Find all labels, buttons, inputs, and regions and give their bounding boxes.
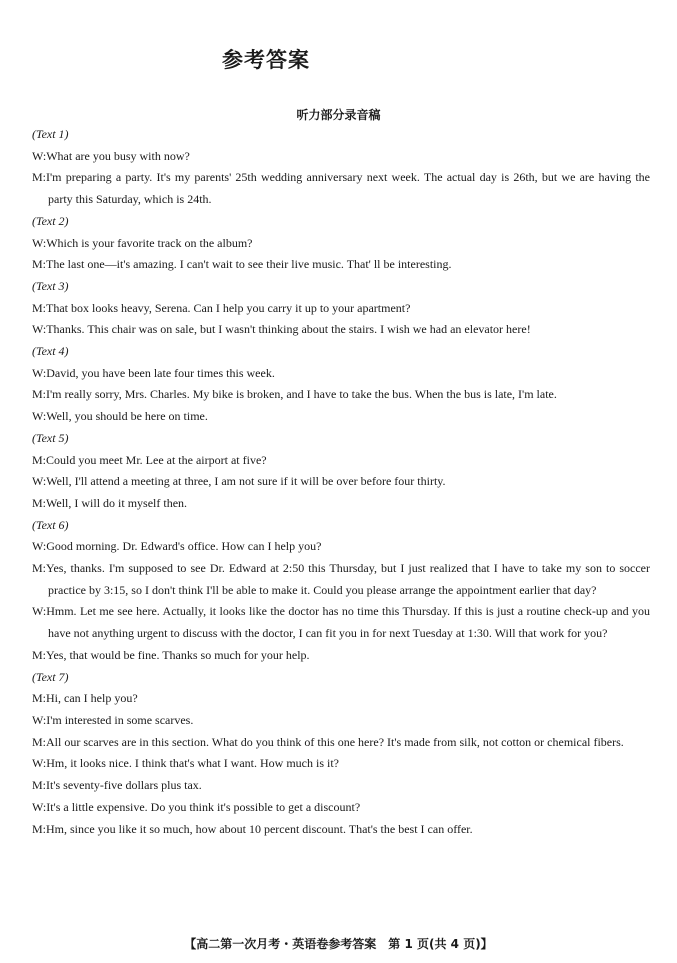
text-label: (Text 5) [32,430,69,445]
dialogue-line: W:Good morning. Dr. Edward's office. How can I help you? [32,539,322,554]
page-title: 参考答案 [222,48,310,72]
dialogue-line: W:Thanks. This chair was on sale, but I wasn't thinking about the stairs. I wish we had an elevator here! [32,322,531,337]
dialogue-line: W:I'm interested in some scarves. [32,712,194,727]
dialogue-line: W:It's a little expensive. Do you think it's possible to get a discount? [32,799,361,814]
dialogue-line: W:What are you busy with now? [32,148,190,163]
dialogue-line: W:Well, you should be here on time. [32,409,208,424]
section-subtitle: 听力部分录音稿 [296,108,381,122]
dialogue-line: M:Could you meet Mr. Lee at the airport at five? [32,452,267,467]
dialogue-line: W:Which is your favorite track on the album? [32,235,253,250]
text-label: (Text 2) [32,213,69,228]
text-label: (Text 6) [32,517,69,532]
dialogue-line: M:Yes, thanks. I'm supposed to see Dr. Edward at 2:50 this Thursday, but I just realized that I have to take my son to soccer practice by 3:15, so I don't think I'll be able to make it. Could you please arrange the appointment earlier that day? [32,561,650,597]
dialogue-line: W:Hmm. Let me see here. Actually, it looks like the doctor has no time this Thursday. If this is just a routine check-up and you have not anything urgent to discuss with the doctor, I can fit you in for next Tuesday at 1:30. Will that work for you? [32,604,650,641]
dialogue-line: M:It's seventy-five dollars plus tax. [32,778,202,793]
dialogue-line: M:I'm really sorry, Mrs. Charles. My bike is broken, and I have to take the bus. When the bus is late, I'm late. [32,387,557,402]
dialogue-line: W:David, you have been late four times this week. [32,365,275,380]
dialogue-line: W:Well, I'll attend a meeting at three, I am not sure if it will be over before four thirty. [32,474,446,489]
listening-transcript [32,124,650,840]
dialogue-line: M:Yes, that would be fine. Thanks so much for your help. [32,647,310,662]
text-label: (Text 7) [32,669,69,684]
dialogue-line: M:I'm preparing a party. It's my parents' 25th wedding anniversary next week. The actual day is 26th, but we are having the party this Saturday, which is 24th. [32,170,650,207]
page-footer: 【高二第一次月考・英语卷参考答案 第 1 页(共 4 页)】 [184,937,493,951]
dialogue-line: M:Well, I will do it myself then. [32,495,188,510]
dialogue-line: M:That box looks heavy, Serena. Can I help you carry it up to your apartment? [32,300,411,315]
dialogue-line: M:The last one—it's amazing. I can't wait to see their live music. That' ll be interesting. [32,257,452,272]
dialogue-line: M:Hm, since you like it so much, how about 10 percent discount. That's the best I can offer. [32,821,473,836]
text-label: (Text 1) [32,127,69,141]
dialogue-line: W:Hm, it looks nice. I think that's what I want. How much is it? [32,756,340,771]
dialogue-line: M:Hi, can I help you? [32,691,138,706]
text-label: (Text 3) [32,278,69,293]
dialogue-line: M:All our scarves are in this section. What do you think of this one here? It's made from silk, not cotton or chemical fibers. [32,734,624,749]
text-label: (Text 4) [32,344,69,359]
